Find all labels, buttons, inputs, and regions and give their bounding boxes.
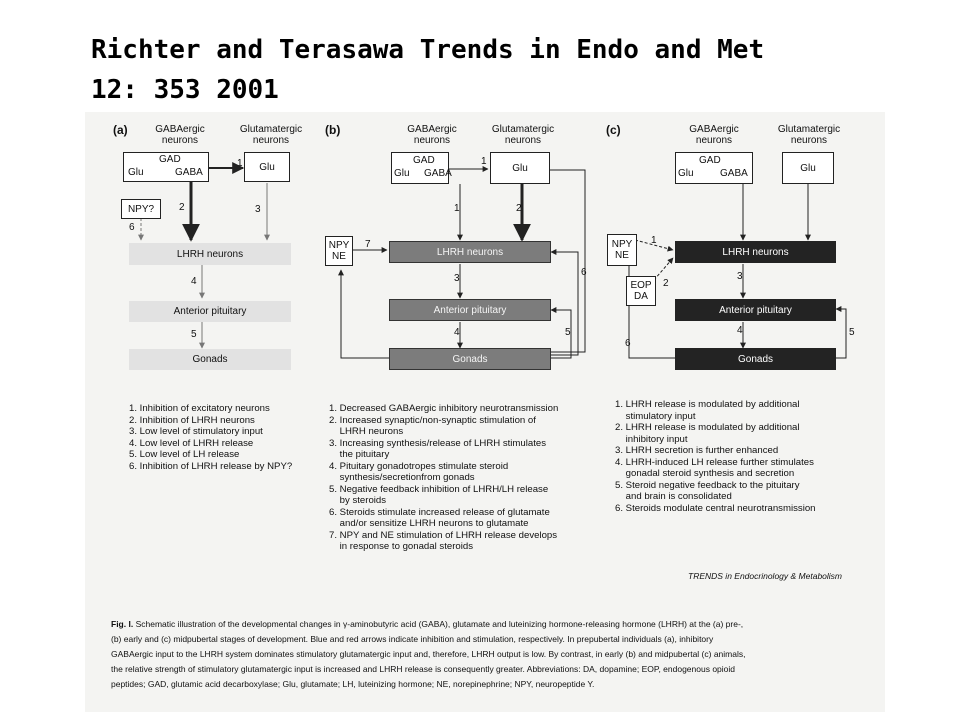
panel-b-glu-left: Glu <box>394 168 410 179</box>
panel-b-arrow-1a: 1 <box>481 156 487 167</box>
caption-line-4: the relative strength of stimulatory glutamatergic input is increased and LHRH release is consequently greater. Abbreviations: DA, dopamine; EOP, endogenous opioid <box>111 664 736 674</box>
panel-b-pituitary-band: Anterior pituitary <box>389 299 551 321</box>
panel-a-list <box>129 403 292 472</box>
panel-a-pituitary-band: Anterior pituitary <box>129 301 291 322</box>
list-item: 6. Steroids stimulate increased release of glutamate and/or sensitize LHRH neurons to glutamate <box>329 506 550 529</box>
list-item: 5. Steroid negative feedback to the pituitary and brain is consolidated <box>615 479 800 502</box>
panel-c-lhrh-band: LHRH neurons <box>675 241 836 263</box>
panel-c-arrow-6: 6 <box>625 338 631 349</box>
list-item: 4. Pituitary gonadotropes stimulate steroid synthesis/secretionfrom gonads <box>329 460 509 483</box>
panel-b-arrow-2: 2 <box>516 203 522 214</box>
panel-a-arrow-5: 5 <box>191 329 197 340</box>
list-item: 2. LHRH release is modulated by additional inhibitory input <box>615 422 800 445</box>
panel-c-arrow-5: 5 <box>849 327 855 338</box>
panel-c-eop-box: EOP DA <box>626 276 656 306</box>
panel-b-list <box>329 403 558 553</box>
list-item: 7. NPY and NE stimulation of LHRH release develops in response to gonadal steroids <box>329 529 558 552</box>
panel-a-glu-box: Glu <box>244 152 290 182</box>
panel-b-glu-box: Glu <box>490 152 550 184</box>
panel-a-arrow-3: 3 <box>255 204 261 215</box>
panel-b-arrows <box>341 169 585 358</box>
panel-a-gad-label: GAD <box>159 154 181 165</box>
slide-title <box>91 30 891 110</box>
list-item: 1. LHRH release is modulated by additional stimulatory input <box>615 399 800 422</box>
panel-c-glu-left: Glu <box>678 168 694 179</box>
panel-c-glutamatergic-label: Glutamatergic neurons <box>777 124 841 146</box>
panel-a-gonads-band: Gonads <box>129 349 291 370</box>
figure-caption <box>111 617 886 692</box>
panel-a-gaba-text: GABA <box>175 167 203 178</box>
list-item: 3. LHRH secretion is further enhanced <box>615 445 779 456</box>
source-credit: TRENDS in Endocrinology & Metabolism <box>688 571 843 581</box>
panel-c-arrow-2: 2 <box>663 278 669 289</box>
panel-a-arrow-1: 1 <box>237 158 243 169</box>
panel-a-lhrh-band: LHRH neurons <box>129 243 291 265</box>
list-item: 5. Low level of LH release <box>129 449 240 460</box>
panel-c-label: (c) <box>606 123 621 137</box>
panel-a-arrow-4: 4 <box>191 276 197 287</box>
panel-a-glu-left: Glu <box>128 167 144 178</box>
panel-b-arrow-3: 3 <box>454 273 460 284</box>
panel-c-gonads-band: Gonads <box>675 348 836 370</box>
panel-c-arrow-3: 3 <box>737 271 743 282</box>
caption-line-3: GABAergic input to the LHRH system dominates stimulatory glutamatergic input and, therefore, LHRH output is low. By contrast, in early (b) and midpubertal (c) animals, <box>111 649 746 659</box>
panel-b-arrow-7: 7 <box>365 239 371 250</box>
panel-a-glutamatergic-label: Glutamatergic neurons <box>239 124 303 146</box>
list-item: 4. Low level of LHRH release <box>129 437 254 449</box>
list-item: 1. Inhibition of excitatory neurons <box>129 403 270 414</box>
caption-line-2: (b) early and (c) midpubertal stages of development. Blue and red arrows indicate inhibition and stimulation, respectively. In prepubertal individuals (a), inhibitory <box>111 634 714 644</box>
panel-b-glutamatergic-label: Glutamatergic neurons <box>491 124 555 146</box>
panel-c-glu-box: Glu <box>782 152 834 184</box>
figure-scan <box>85 112 885 712</box>
list-item: 6. Inhibition of LHRH release by NPY? <box>129 460 293 472</box>
panel-c-arrow-4: 4 <box>737 325 743 336</box>
caption-line-5: peptides; GAD, glutamic acid decarboxylase; Glu, glutamate; LH, luteinizing hormone; NE, norepinephrine; NPY, neuropeptide Y. <box>111 679 595 689</box>
panel-b-arrow-5: 5 <box>565 327 571 338</box>
panel-b-gaba-text: GABA <box>424 168 452 179</box>
caption-line-1: Schematic illustration of the developmental changes in γ-aminobutyric acid (GABA), glutamate and luteinizing hormone-releasing hormone (LHRH) at the (a) pre-, <box>135 619 744 629</box>
list-item: 2. Increased synaptic/non-synaptic stimulation of LHRH neurons <box>329 414 536 437</box>
panel-c-pituitary-band: Anterior pituitary <box>675 299 836 321</box>
panel-b-gonads-band: Gonads <box>389 348 551 370</box>
panel-b-label: (b) <box>325 123 341 137</box>
panel-c-list <box>615 399 816 514</box>
panel-c-npy-box: NPY NE <box>607 234 637 266</box>
panel-a-npy-box: NPY? <box>121 199 161 219</box>
list-item: 3. Low level of stimulatory input <box>129 426 263 437</box>
panel-a-gabaergic-label: GABAergic neurons <box>155 124 205 146</box>
panel-b-npy-box: NPY NE <box>325 236 353 266</box>
caption-fig-label: Fig. I. <box>111 619 134 629</box>
panel-b-gad-label: GAD <box>413 155 435 166</box>
panel-b-lhrh-band: LHRH neurons <box>389 241 551 263</box>
panel-b-gabaergic-label: GABAergic neurons <box>407 124 457 146</box>
panel-b-arrow-1b: 1 <box>454 203 460 214</box>
panel-c-gad-label: GAD <box>699 155 721 166</box>
list-item: 5. Negative feedback inhibition of LHRH/LH release by steroids <box>329 483 549 506</box>
panel-a-label: (a) <box>113 123 128 137</box>
panel-b-arrow-4: 4 <box>454 327 460 338</box>
panel-c-gabaergic-label: GABAergic neurons <box>689 124 739 146</box>
panel-b-arrow-6: 6 <box>581 267 587 278</box>
list-item: 6. Steroids modulate central neurotransmission <box>615 502 816 514</box>
list-item: 3. Increasing synthesis/release of LHRH stimulates the pituitary <box>329 437 547 460</box>
panel-a-arrow-2: 2 <box>179 202 185 213</box>
title-line-2: 12: 353 2001 <box>91 75 279 105</box>
panel-c-arrow-1: 1 <box>651 235 657 246</box>
list-item: 1. Decreased GABAergic inhibitory neurotransmission <box>329 403 559 414</box>
list-item: 4. LHRH-induced LH release further stimulates gonadal steroid synthesis and secretion <box>615 456 814 479</box>
title-line-1: Richter and Terasawa Trends in Endo and Met <box>91 35 765 65</box>
list-item: 2. Inhibition of LHRH neurons <box>129 414 255 426</box>
panel-a-arrow-6: 6 <box>129 222 135 233</box>
panel-c-gaba-text: GABA <box>720 168 748 179</box>
